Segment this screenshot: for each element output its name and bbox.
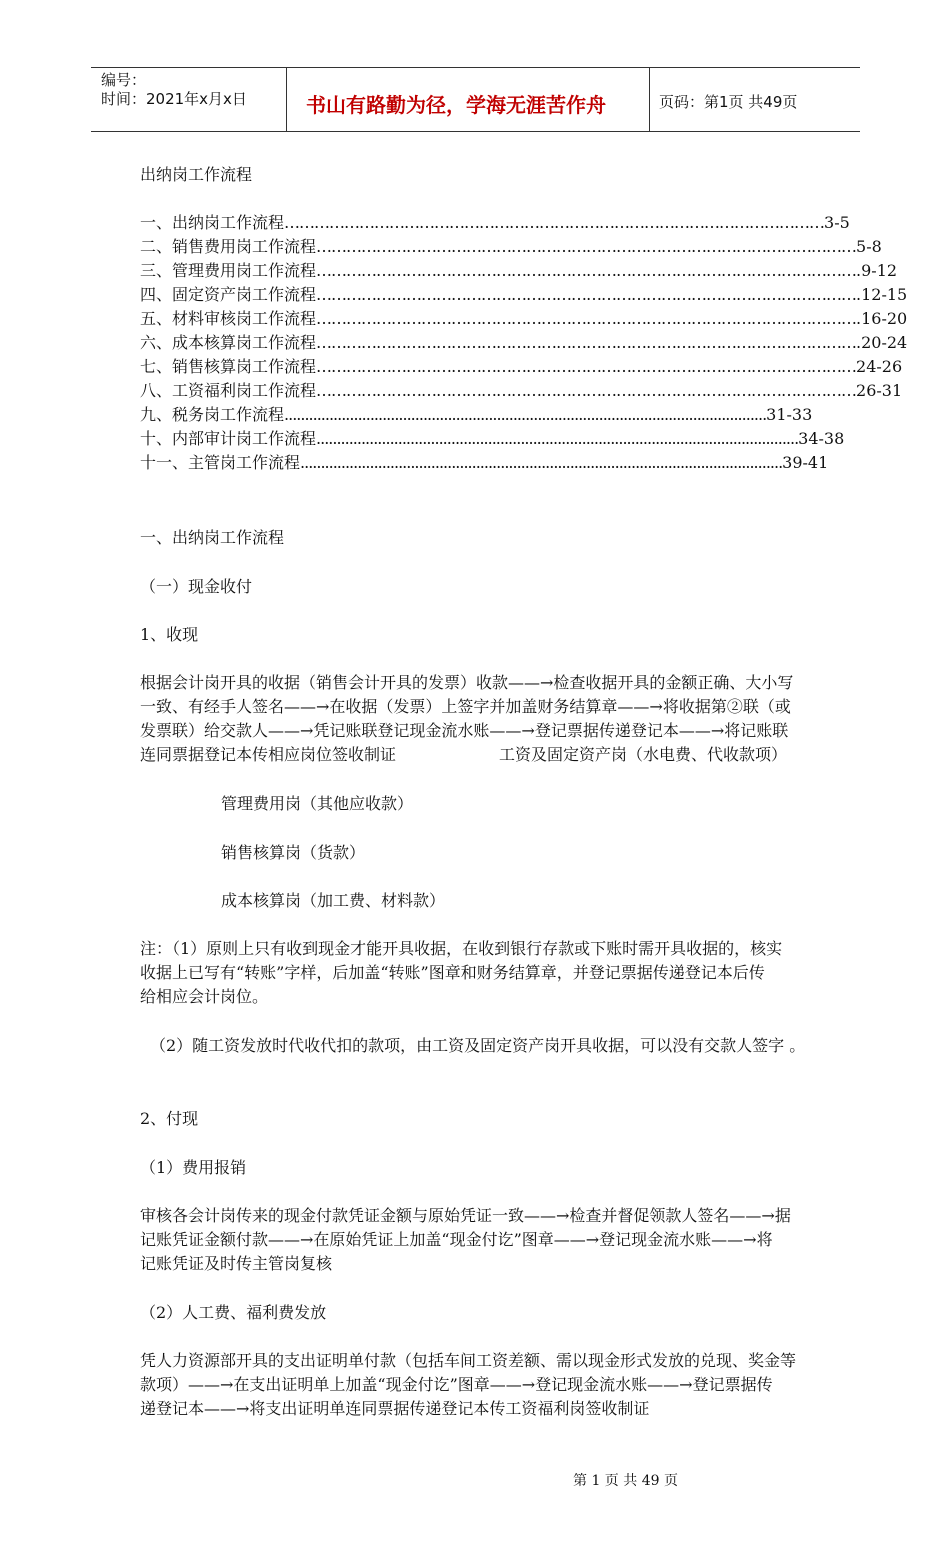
document-title: 出纳岗工作流程 (140, 165, 253, 184)
section-heading: 一、出纳岗工作流程 (140, 528, 285, 547)
note-line: 注：（1）原则上只有收到现金才能开具收据，在收到银行存款或下账时需开具收据的，核实 (140, 939, 783, 958)
subsection-heading: （一）现金收付 (140, 577, 253, 596)
paragraph-line: 一致、有经手人签名——→在收据（发票）上签字并加盖财务结算章——→将收据第②联（或 (140, 697, 791, 716)
header-divider-left (286, 67, 287, 132)
header-page-info: 页码：第1页 共49页 (659, 93, 798, 111)
toc-row[interactable]: 八、工资福利岗工作流程 ……………………………………………………………………………………………… 26-31 (140, 381, 903, 400)
paragraph-line: 根据会计岗开具的收据（销售会计开具的发票）收款——→检查收据开具的金额正确、大小写 (140, 673, 794, 692)
header-top-rule (91, 67, 860, 68)
branch-item: 工资及固定资产岗（水电费、代收款项） (499, 745, 788, 764)
subitem-heading: （2）人工费、福利费发放 (140, 1303, 327, 1322)
subitem-heading: （1）费用报销 (140, 1158, 247, 1177)
branch-item: 销售核算岗（货款） (221, 843, 366, 862)
paragraph-line: 凭人力资源部开具的支出证明单付款（包括车间工资差额、需以现金形式发放的兑现、奖金等 (140, 1351, 797, 1370)
header-divider-right (649, 67, 650, 132)
table-of-contents (140, 211, 908, 475)
toc-row[interactable]: 十一、主管岗工作流程 ...................................................................................................................... 39-41 (140, 453, 829, 472)
header-motto: 书山有路勤为径，学海无涯苦作舟 (306, 93, 606, 117)
note-line: 给相应会计岗位。 (140, 987, 269, 1006)
toc-row[interactable]: 一、出纳岗工作流程 ……………………………………………………………………………………………… 3-5 (140, 213, 850, 232)
branch-item: 管理费用岗（其他应收款） (221, 794, 414, 813)
toc-row[interactable]: 六、成本核算岗工作流程 ……………………………………………………………………………………………… .20-24 (140, 333, 908, 352)
paragraph-line: 发票联）给交款人——→凭记账联登记现金流水账——→登记票据传递登记本——→将记账联 (140, 721, 789, 740)
paragraph-line: 款项）——→在支出证明单上加盖“现金付讫”图章——→登记现金流水账——→登记票据传 (140, 1375, 773, 1394)
item-heading: 2、付现 (140, 1109, 199, 1128)
toc-row[interactable]: 二、销售费用岗工作流程 ……………………………………………………………………………………………… 5-8 (140, 237, 882, 256)
note-line: 收据上已写有“转账”字样，后加盖“转账”图章和财务结算章，并登记票据传递登记本后传 (140, 963, 765, 982)
header-number-label: 编号： (101, 71, 147, 89)
toc-row[interactable]: 十、内部审计岗工作流程 ...................................................................................................................... 34-38 (140, 429, 845, 448)
toc-row[interactable]: 七、销售核算岗工作流程 ……………………………………………………………………………………………… 24-26 (140, 357, 903, 376)
paragraph-line: 审核各会计岗传来的现金付款凭证金额与原始凭证一致——→检查并督促领款人签名——→据 (140, 1206, 791, 1225)
paragraph-line: 记账凭证金额付款——→在原始凭证上加盖“现金付讫”图章——→登记现金流水账——→将 (140, 1230, 773, 1249)
paragraph-line: 记账凭证及时传主管岗复核 (140, 1254, 333, 1273)
toc-row[interactable]: 九、税务岗工作流程 ...................................................................................................................... 31-33 (140, 405, 813, 424)
toc-row[interactable]: 五、材料审核岗工作流程 ……………………………………………………………………………………………… .16-20 (140, 309, 908, 328)
item-heading: 1、收现 (140, 625, 199, 644)
page-footer: 第 1 页 共 49 页 (573, 1473, 678, 1489)
header-bottom-rule (91, 131, 860, 132)
header-time: 时间：2021年x月x日 (101, 90, 247, 108)
toc-row[interactable]: 三、管理费用岗工作流程 ……………………………………………………………………………………………… .9-12 (140, 261, 898, 280)
branch-item: 成本核算岗（加工费、材料款） (221, 891, 446, 910)
toc-row[interactable]: 四、固定资产岗工作流程 ……………………………………………………………………………………………… .12-15 (140, 285, 908, 304)
paragraph-line: 递登记本——→将支出证明单连同票据传递登记本传工资福利岗签收制证 (140, 1399, 650, 1418)
note-line: （2）随工资发放时代收代扣的款项，由工资及固定资产岗开具收据，可以没有交款人签字 。 (150, 1036, 806, 1055)
paragraph-line: 连同票据登记本传相应岗位签收制证 (140, 745, 397, 764)
